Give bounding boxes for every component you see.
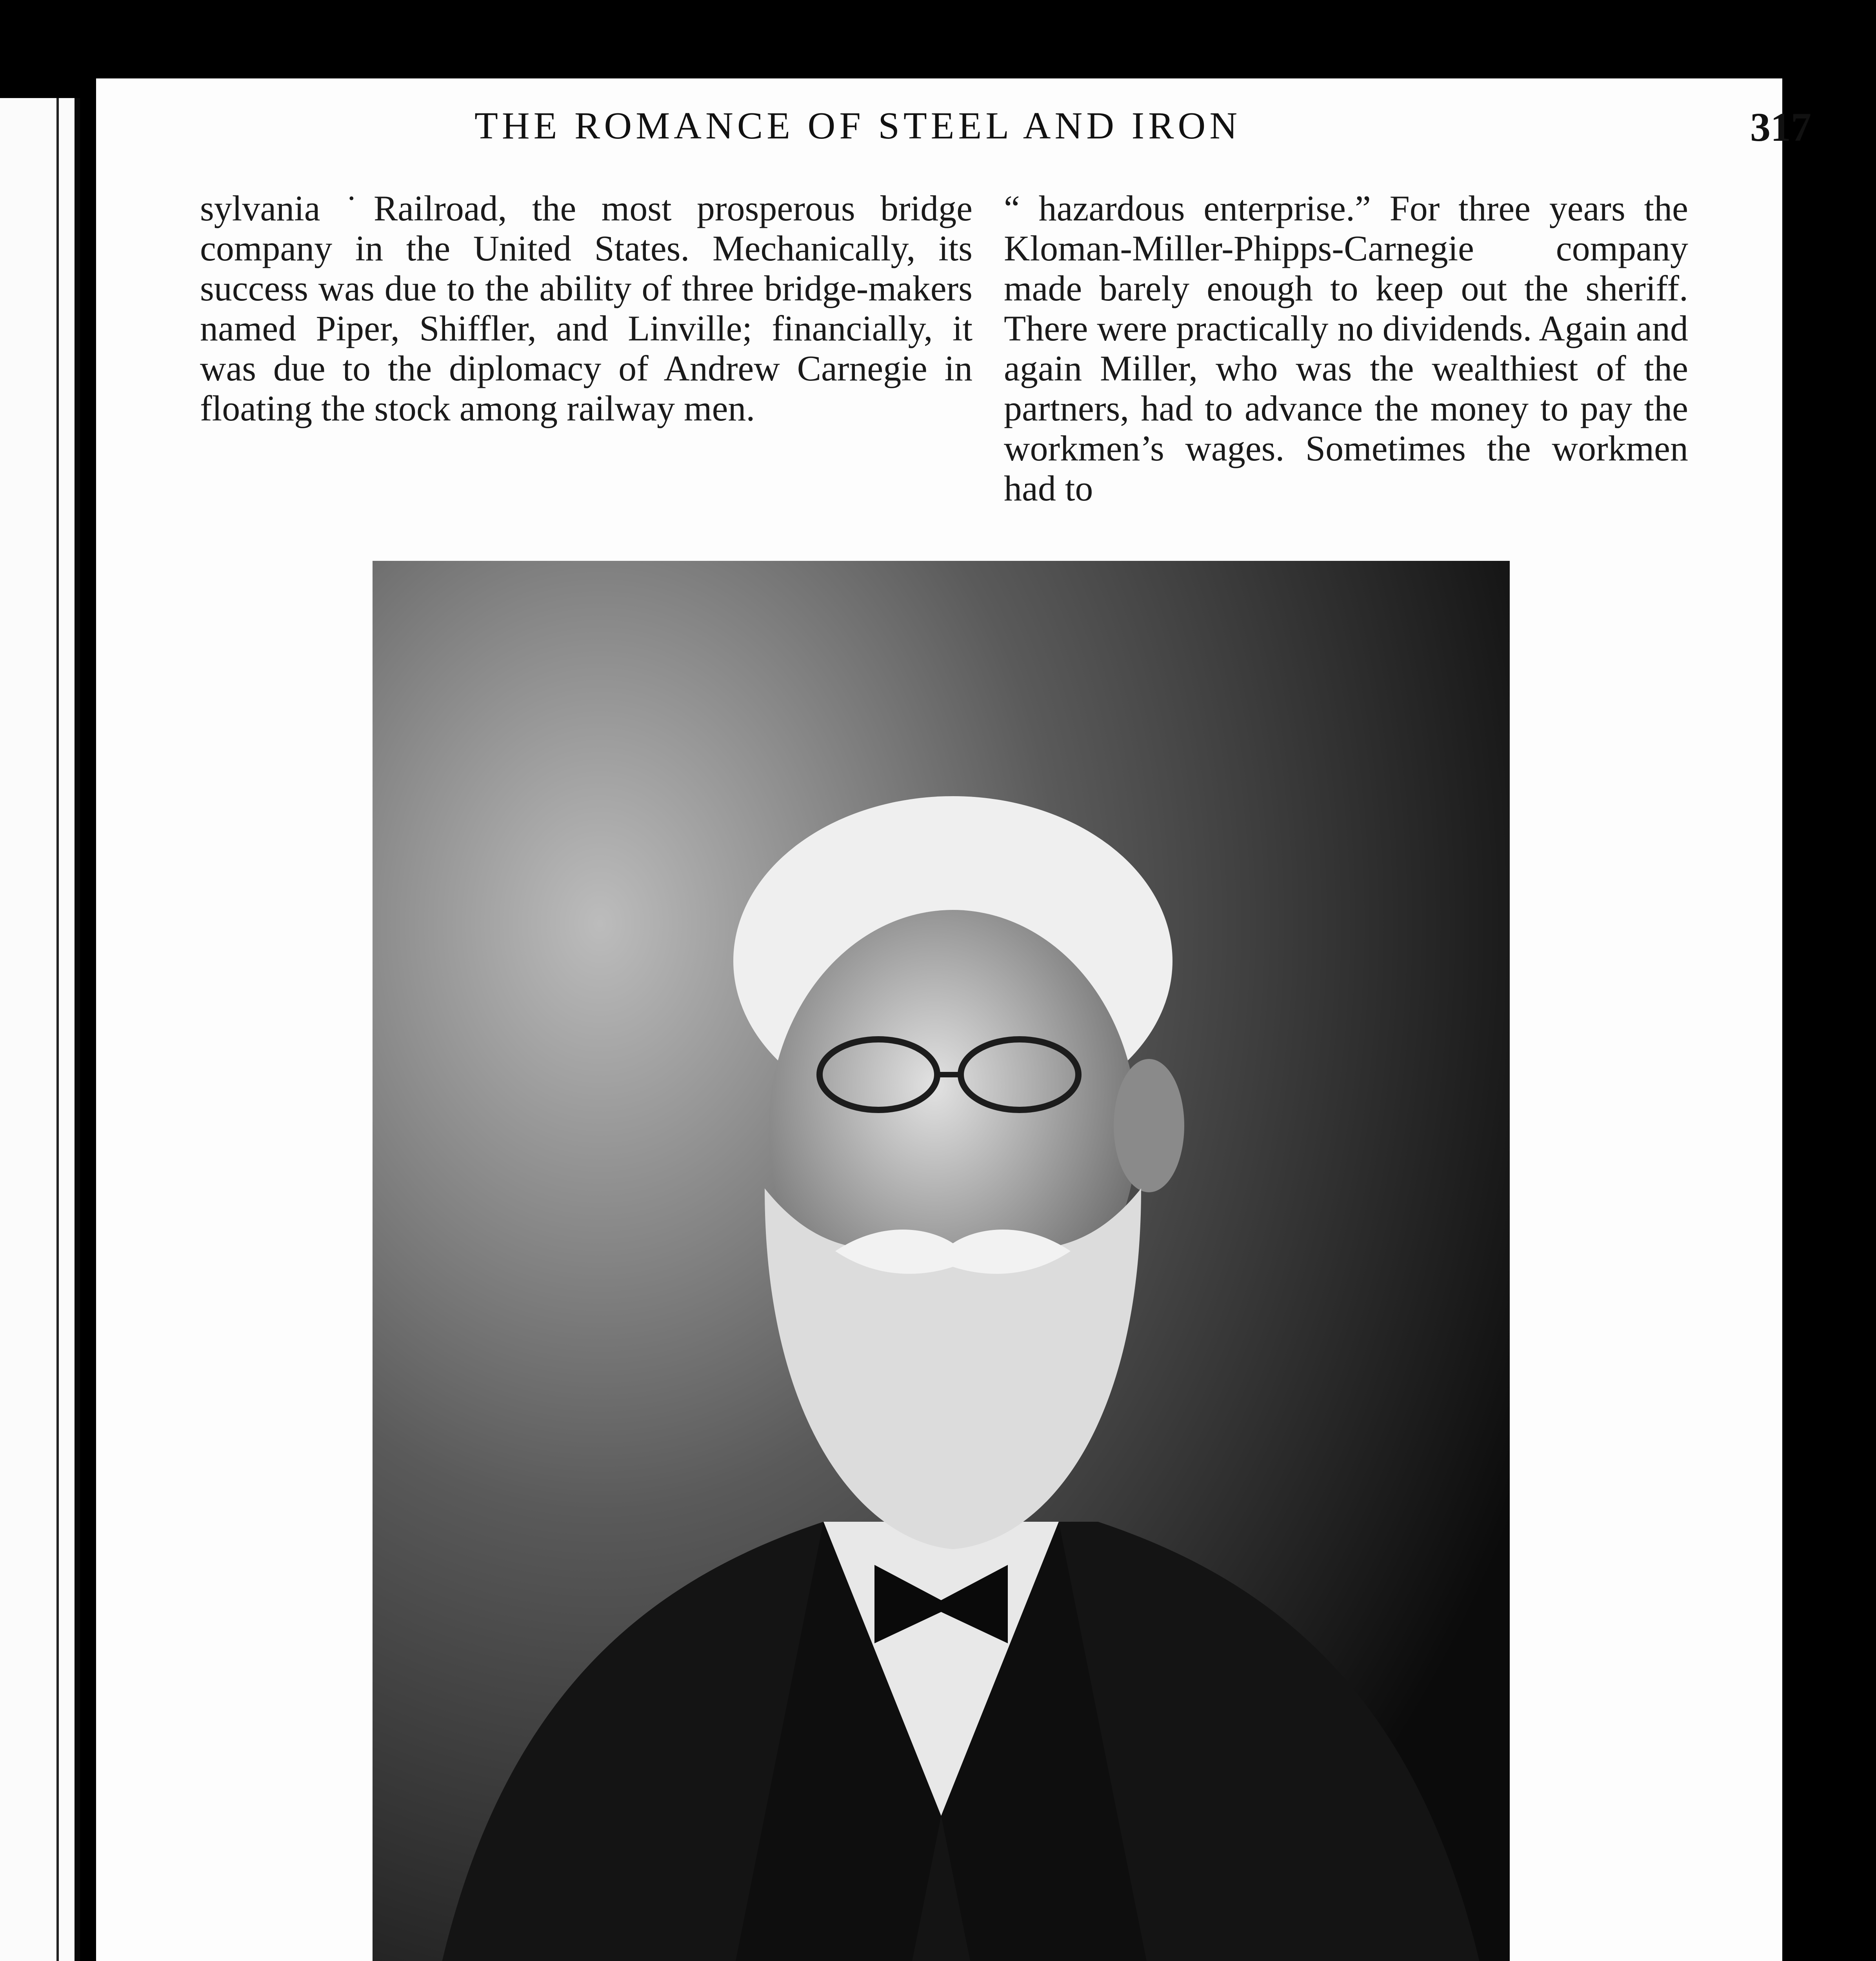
left-page-edge [0, 98, 80, 1961]
paragraph: “ hazardous enterprise.” For three years the Kloman-Miller-Phipps-Carnegie company made barely enough to keep out the sheriff. There were practically no dividends. Again and again Miller, who was the wealthiest of the partners, had to advance the money to pay the workmen’s wages. Sometimes the workmen had to [1004, 188, 1688, 508]
running-head-title: THE ROMANCE OF STEEL AND IRON [474, 105, 1242, 147]
running-head [0, 104, 1876, 167]
portrait-photograph [373, 561, 1510, 1961]
page-number: 317 [1750, 105, 1811, 150]
top-left-column [200, 188, 973, 428]
paragraph: sylvania ˙Railroad, the most prosperous bridge company in the United States. Mechanically, its success was due to the ability of three bridge-makers named Piper, Shiffler, and Linville; financially, it was due to the diplomacy of Andrew Carnegie in floating the stock among railway men. [200, 188, 973, 428]
top-right-column [1004, 188, 1688, 508]
